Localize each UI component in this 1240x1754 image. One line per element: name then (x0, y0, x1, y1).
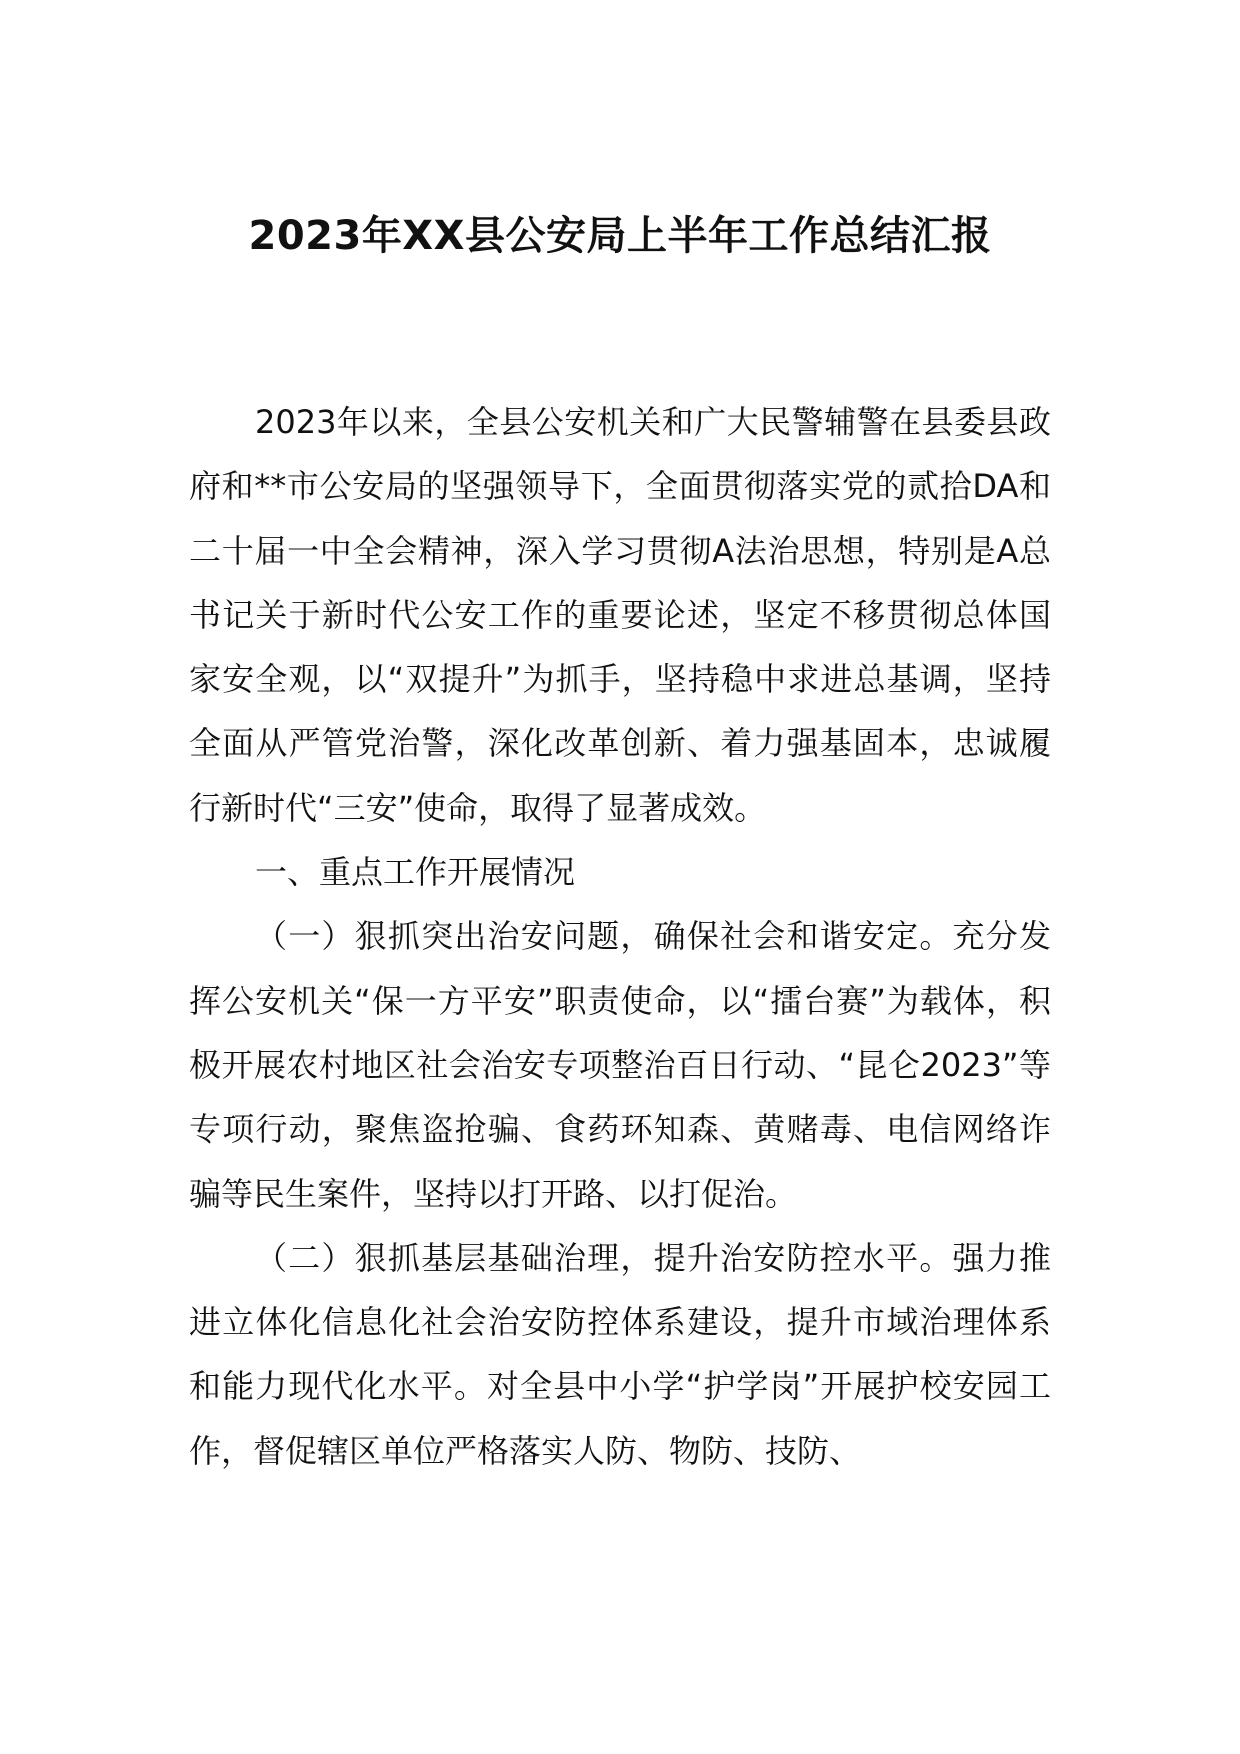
paragraph-grassroots-governance: （二）狠抓基层基础治理，提升治安防控水平。强力推进立体化信息化社会治安防控体系建设，提升市域治理体系和能力现代化水平。对全县中小学“护学岗”开展护校安园工作，督促辖区单位严格落实人防、物防、技防、 (189, 1238, 1051, 1470)
document-title: 2023年XX县公安局上半年工作总结汇报 (248, 213, 992, 259)
paragraph-public-security: （一）狠抓突出治安问题，确保社会和谐安定。充分发挥公安机关“保一方平安”职责使命，以“擂台赛”为载体，积极开展农村地区社会治安专项整治百日行动、“昆仑2023”等专项行动，聚焦盗抢骗、食药环知森、黄赌毒、电信网络诈骗等民生案件，坚持以打开路、以打促治。 (189, 917, 1051, 1213)
document-body (189, 390, 1051, 1483)
section-heading: 一、重点工作开展情况 (255, 853, 576, 892)
intro-paragraph: 2023年以来，全县公安机关和广大民警辅警在县委县政府和**市公安局的坚强领导下，全面贯彻落实党的贰拾DA和二十届一中全会精神，深入学习贯彻A法治思想，特别是A总书记关于新时代公安工作的重要论述，坚定不移贯彻总体国家安全观，以“双提升”为抓手，坚持稳中求进总基调，坚持全面从严管党治警，深化改革创新、着力强基固本，忠诚履行新时代“三安”使命，取得了显著成效。 (189, 403, 1051, 827)
